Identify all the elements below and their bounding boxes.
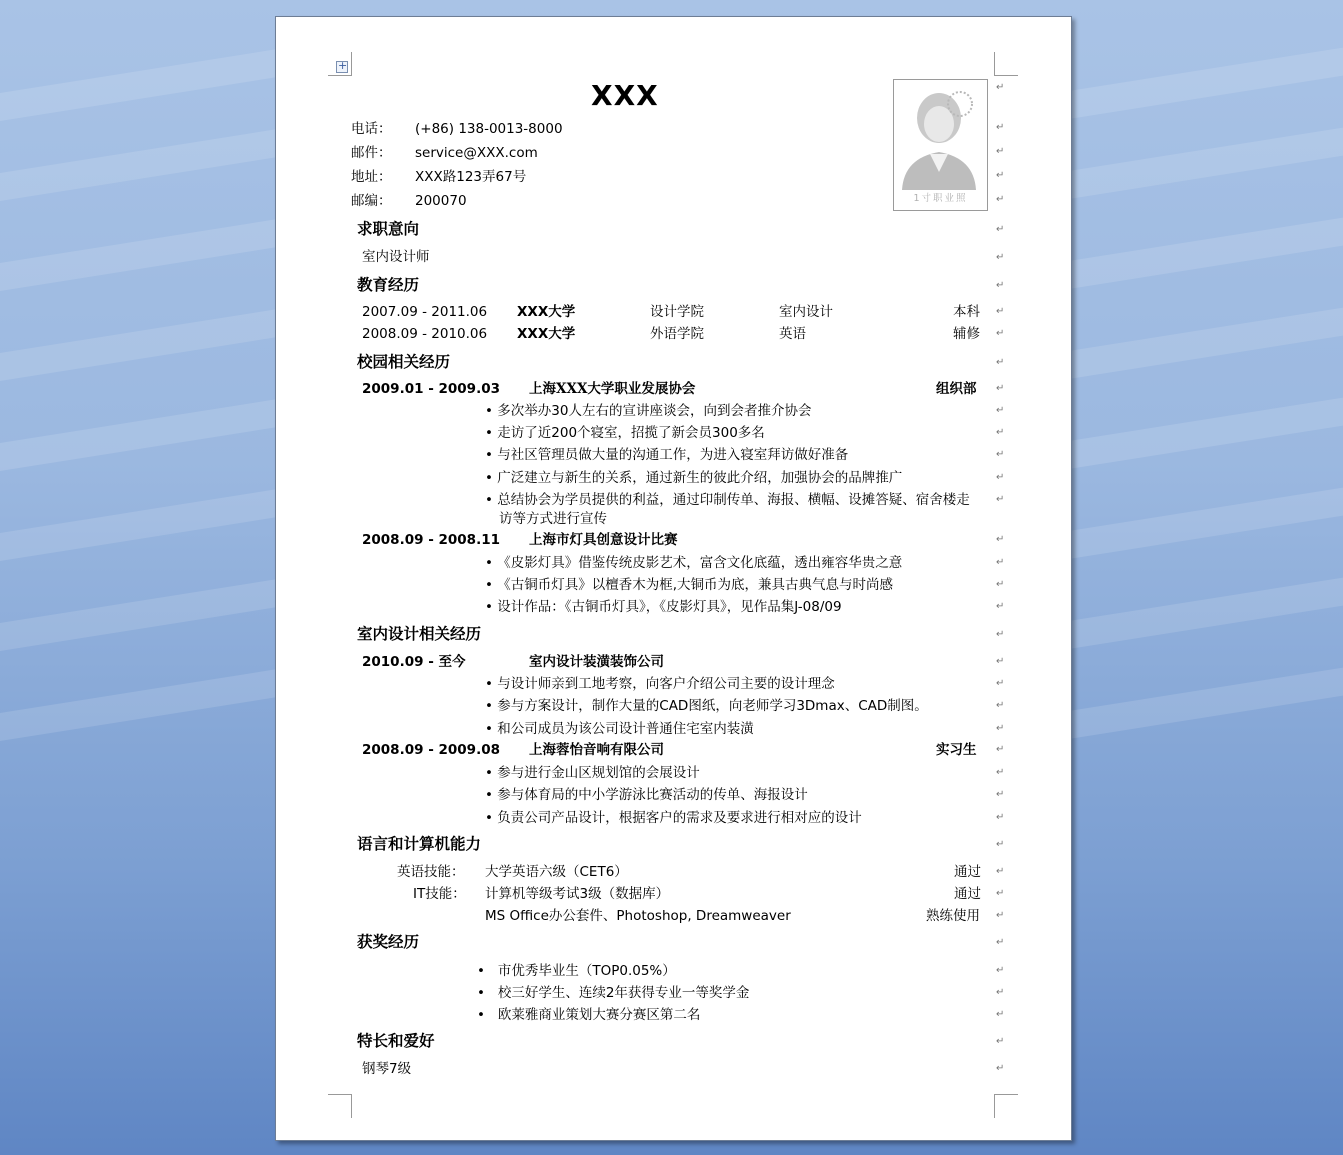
- bullet-item: • 总结协会为学员提供的利益，通过印制传单、海报、横幅、设摊答疑、宿舍楼走: [485, 492, 970, 508]
- paragraph-mark-icon: ↵: [996, 427, 1005, 438]
- edu-major: 英语: [779, 326, 806, 342]
- paragraph-mark-icon: ↵: [996, 987, 1005, 998]
- paragraph-mark-icon: ↵: [996, 146, 1005, 157]
- bullet-item: • 走访了近200个寝室，招揽了新会员300多名: [485, 425, 765, 441]
- skill-level: 通过: [954, 864, 981, 880]
- edu-college: 设计学院: [650, 304, 704, 320]
- paragraph-mark-icon: ↵: [996, 82, 1005, 93]
- paragraph-mark-icon: ↵: [996, 767, 1005, 778]
- paragraph-mark-icon: ↵: [996, 170, 1005, 181]
- paragraph-mark-icon: ↵: [996, 405, 1005, 416]
- hobbies-value: 钢琴7级: [362, 1061, 412, 1077]
- bullet-item: • 《皮影灯具》借鉴传统皮影艺术，富含文化底蕴，透出雍容华贵之意: [485, 555, 903, 571]
- paragraph-mark-icon: ↵: [996, 601, 1005, 612]
- paragraph-mark-icon: ↵: [996, 557, 1005, 568]
- interior-period: 2010.09 - 至今: [362, 654, 466, 670]
- crop-mark-top-right: [994, 52, 1018, 76]
- paragraph-mark-icon: ↵: [996, 579, 1005, 590]
- bullet-item-continuation: 访等方式进行宣传: [499, 511, 607, 527]
- contact-value-postcode: 200070: [415, 193, 467, 209]
- portrait-placeholder-icon: [894, 80, 987, 190]
- skill-label: IT技能：: [413, 886, 466, 902]
- contact-value-phone: (+86) 138-0013-8000: [415, 121, 563, 137]
- interior-org: 上海蓉怡音响有限公司: [529, 742, 664, 758]
- paragraph-mark-icon: ↵: [996, 306, 1005, 317]
- crop-mark-bottom-left: [328, 1094, 352, 1118]
- paragraph-mark-icon: ↵: [996, 534, 1005, 545]
- section-title-awards: 获奖经历: [357, 932, 420, 951]
- paragraph-mark-icon: ↵: [996, 723, 1005, 734]
- table-move-handle-icon[interactable]: [336, 61, 348, 73]
- paragraph-mark-icon: ↵: [996, 678, 1005, 689]
- campus-period: 2009.01 - 2009.03: [362, 381, 500, 397]
- photo-caption: 1寸职业照: [913, 193, 968, 204]
- campus-org: 上海市灯具创意设计比赛: [529, 532, 678, 548]
- paragraph-mark-icon: ↵: [996, 910, 1005, 921]
- section-title-interior: 室内设计相关经历: [357, 624, 482, 643]
- edu-degree: 辅修: [953, 326, 980, 342]
- paragraph-mark-icon: ↵: [996, 280, 1005, 291]
- bullet-item: • 参与体育局的中小学游泳比赛活动的传单、海报设计: [485, 787, 808, 803]
- contact-value-address: XXX路123弄67号: [415, 169, 527, 185]
- skill-value: MS Office办公套件、Photoshop, Dreamweaver: [485, 908, 791, 924]
- edu-college: 外语学院: [650, 326, 704, 342]
- skill-label: 英语技能：: [397, 864, 465, 880]
- edu-major: 室内设计: [779, 304, 833, 320]
- section-title-campus: 校园相关经历: [357, 352, 451, 371]
- paragraph-mark-icon: ↵: [996, 839, 1005, 850]
- bullet-item: • 和公司成员为该公司设计普通住宅室内装潢: [485, 721, 754, 737]
- skill-level: 熟练使用: [926, 908, 980, 924]
- photo-placeholder[interactable]: [893, 79, 988, 211]
- campus-period: 2008.09 - 2008.11: [362, 532, 500, 548]
- paragraph-mark-icon: ↵: [996, 472, 1005, 483]
- interior-period: 2008.09 - 2009.08: [362, 742, 500, 758]
- edu-school: XXX大学: [517, 326, 576, 342]
- paragraph-mark-icon: ↵: [996, 866, 1005, 877]
- campus-org: 上海XXX大学职业发展协会: [529, 381, 696, 397]
- skill-value: 大学英语六级（CET6）: [485, 864, 628, 880]
- contact-label-email: 邮件：: [351, 145, 392, 161]
- contact-value-email: service@XXX.com: [415, 145, 538, 161]
- paragraph-mark-icon: ↵: [996, 812, 1005, 823]
- paragraph-mark-icon: ↵: [996, 357, 1005, 368]
- paragraph-mark-icon: ↵: [996, 888, 1005, 899]
- interior-org: 室内设计装潢装饰公司: [529, 654, 664, 670]
- paragraph-mark-icon: ↵: [996, 449, 1005, 460]
- contact-label-phone: 电话：: [351, 121, 392, 137]
- edu-degree: 本科: [953, 304, 980, 320]
- contact-label-postcode: 邮编：: [351, 193, 392, 209]
- paragraph-mark-icon: ↵: [996, 744, 1005, 755]
- paragraph-mark-icon: ↵: [996, 629, 1005, 640]
- bullet-item: • 参与方案设计，制作大量的CAD图纸，向老师学习3Dmax、CAD制图。: [485, 698, 928, 714]
- resume-name: XXX: [591, 79, 659, 112]
- bullet-item: • 与社区管理员做大量的沟通工作，为进入寝室拜访做好准备: [485, 447, 849, 463]
- contact-label-address: 地址：: [351, 169, 392, 185]
- section-title-education: 教育经历: [357, 275, 420, 294]
- bullet-item: • 广泛建立与新生的关系，通过新生的彼此介绍，加强协会的品牌推广: [485, 470, 903, 486]
- edu-period: 2008.09 - 2010.06: [362, 326, 488, 342]
- paragraph-mark-icon: ↵: [996, 328, 1005, 339]
- paragraph-mark-icon: ↵: [996, 252, 1005, 263]
- section-title-job-intent: 求职意向: [357, 219, 420, 238]
- skill-level: 通过: [954, 886, 981, 902]
- paragraph-mark-icon: ↵: [996, 937, 1005, 948]
- edu-school: XXX大学: [517, 304, 576, 320]
- paragraph-mark-icon: ↵: [996, 1009, 1005, 1020]
- bullet-item: • 《古铜币灯具》以檀香木为框,大铜币为底，兼具古典气息与时尚感: [485, 577, 894, 593]
- paragraph-mark-icon: ↵: [996, 656, 1005, 667]
- paragraph-mark-icon: ↵: [996, 224, 1005, 235]
- campus-role: 组织部: [936, 381, 977, 397]
- award-item: • 校三好学生、连续2年获得专业一等奖学金: [477, 985, 750, 1001]
- bullet-item: • 负责公司产品设计，根据客户的需求及要求进行相对应的设计: [485, 810, 862, 826]
- paragraph-mark-icon: ↵: [996, 1063, 1005, 1074]
- paragraph-mark-icon: ↵: [996, 965, 1005, 976]
- job-intent-value: 室内设计师: [362, 249, 430, 265]
- skill-value: 计算机等级考试3级（数据库）: [485, 886, 670, 902]
- crop-mark-bottom-right: [994, 1094, 1018, 1118]
- bullet-item: • 多次举办30人左右的宣讲座谈会，向到会者推介协会: [485, 403, 812, 419]
- edu-period: 2007.09 - 2011.06: [362, 304, 488, 320]
- document-page[interactable]: [275, 16, 1072, 1141]
- paragraph-mark-icon: ↵: [996, 122, 1005, 133]
- paragraph-mark-icon: ↵: [996, 1036, 1005, 1047]
- paragraph-mark-icon: ↵: [996, 700, 1005, 711]
- section-title-skills: 语言和计算机能力: [357, 834, 482, 853]
- paragraph-mark-icon: ↵: [996, 194, 1005, 205]
- paragraph-mark-icon: ↵: [996, 494, 1005, 505]
- paragraph-mark-icon: ↵: [996, 789, 1005, 800]
- interior-role: 实习生: [936, 742, 977, 758]
- bullet-item: • 参与进行金山区规划馆的会展设计: [485, 765, 700, 781]
- award-item: • 欧莱雅商业策划大赛分赛区第二名: [477, 1007, 701, 1023]
- paragraph-mark-icon: ↵: [996, 383, 1005, 394]
- section-title-hobbies: 特长和爱好: [357, 1031, 435, 1050]
- bullet-item: • 与设计师亲到工地考察，向客户介绍公司主要的设计理念: [485, 676, 835, 692]
- award-item: • 市优秀毕业生（TOP0.05%）: [477, 963, 676, 979]
- bullet-item: • 设计作品：《古铜币灯具》，《皮影灯具》，见作品集J-08/09: [485, 599, 842, 615]
